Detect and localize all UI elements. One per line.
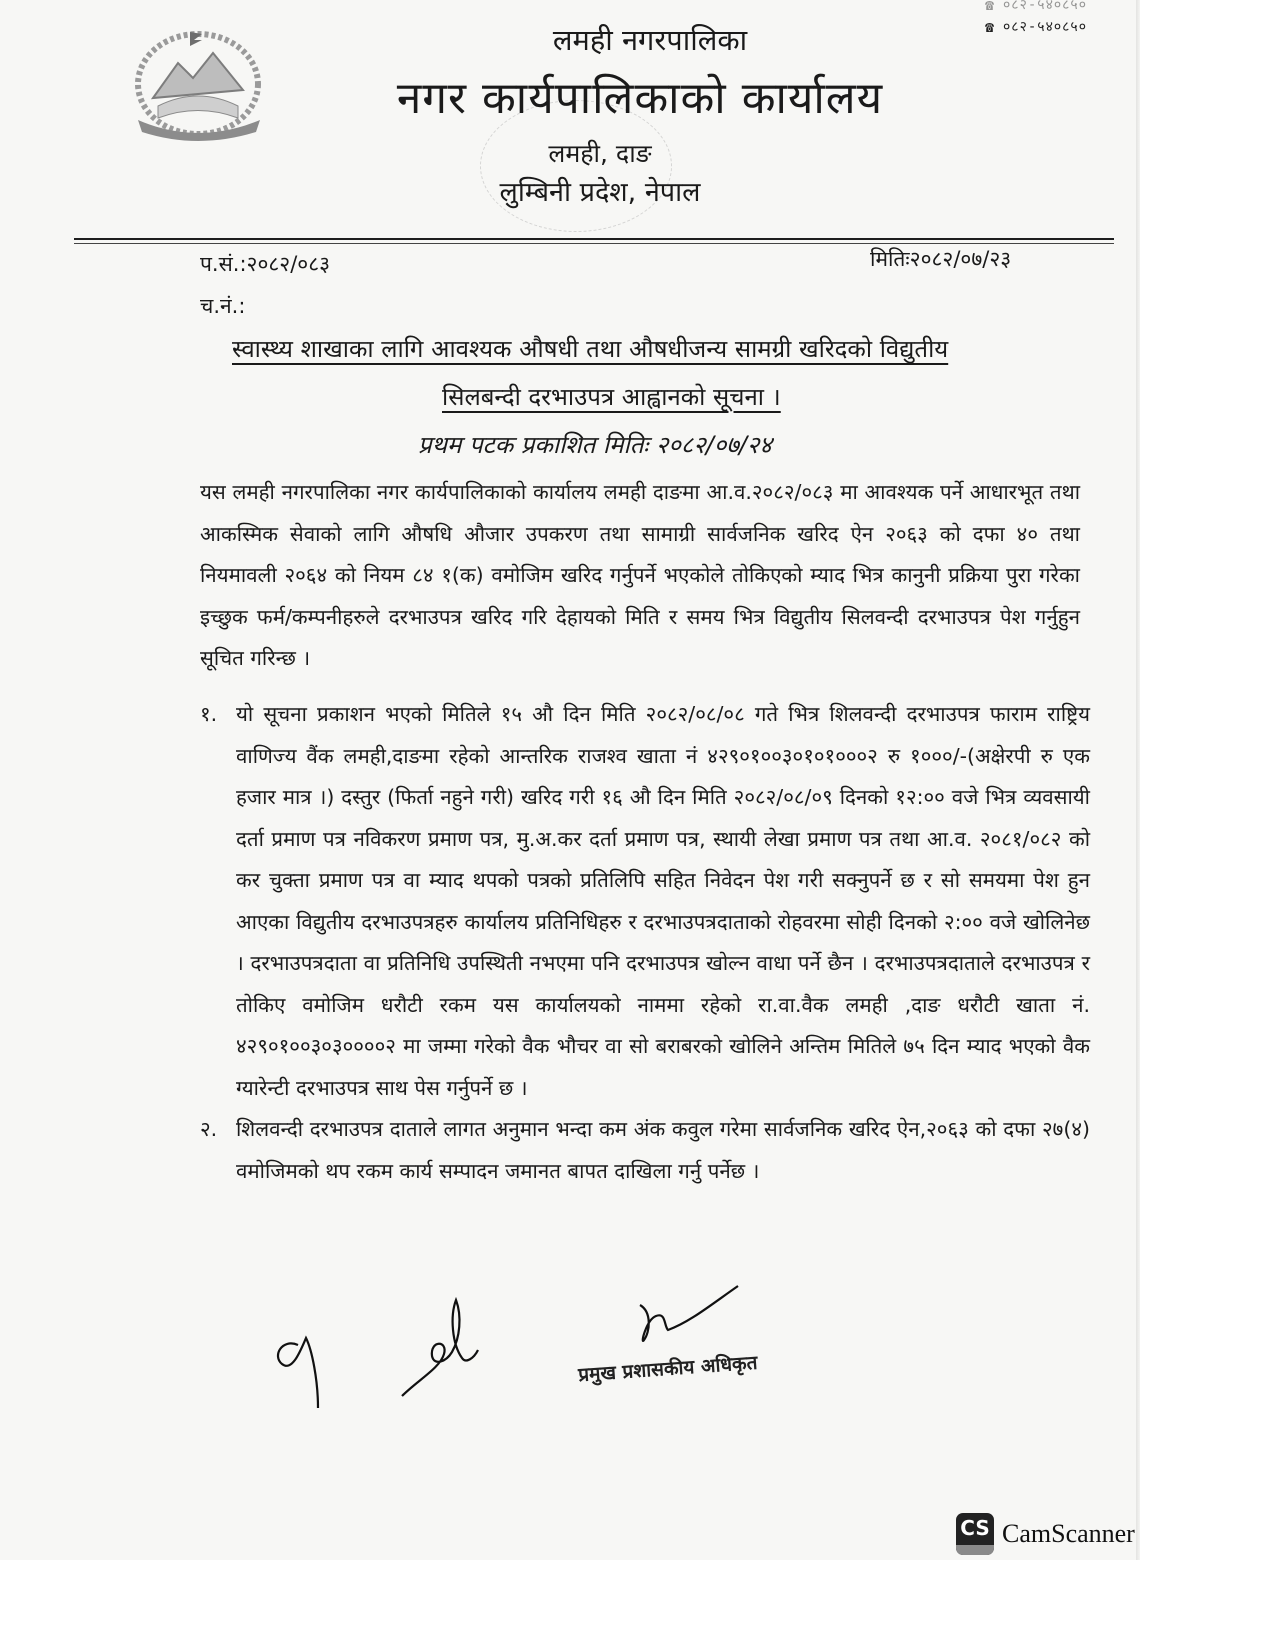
government-emblem-icon	[128, 28, 268, 143]
letter-date: मितिः२०८२/०७/२३	[870, 247, 1012, 271]
page-margin	[1140, 0, 1275, 1560]
phone-numbers	[985, 0, 1087, 38]
list-item	[200, 694, 1090, 1109]
municipality-name: लमही नगरपालिका	[552, 23, 748, 57]
signature-1	[278, 1338, 318, 1408]
dispatch-number: च.नं.:	[200, 294, 246, 318]
signature-3	[640, 1286, 738, 1341]
phone-icon: ☎	[985, 0, 996, 14]
phone-icon: ☎	[985, 18, 996, 36]
phone-line: ☎ ०८२-५४०८५०	[985, 18, 1087, 36]
item-number: २.	[200, 1117, 218, 1141]
intro-paragraph: यस लमही नगरपालिका नगर कार्यपालिकाको कार्यालय लमही दाङमा आ.व.२०८२/०८३ मा आवश्यक पर्ने आधारभूत तथा आकस्मिक सेवाको लागि औषधि औजार उपकरण तथा सामाग्री सार्वजनिक खरिद ऐन २०६३ को दफा ४० तथा नियमावली २०६४ को नियम ८४ १(क) वमोजिम खरिद गर्नुपर्ने भएकोले तोकिएको म्याद भित्र कानुनी प्रक्रिया पुरा गरेका इच्छुक फर्म/कम्पनीहरुले दरभाउपत्र खरिद गरि देहायको मिति र समय भित्र विद्युतीय सिलवन्दी दरभाउपत्र पेश गर्नुहुन सूचित गरिन्छ ।	[200, 480, 1080, 670]
scan-background	[0, 1560, 1275, 1650]
camscanner-name: CamScanner	[1002, 1519, 1135, 1548]
header-divider-thin	[74, 243, 1114, 244]
signatory-designation: प्रमुख प्रशासकीय अधिकृत	[577, 1351, 759, 1387]
signature-2	[402, 1300, 478, 1396]
office-province: लुम्बिनी प्रदेश, नेपाल	[499, 177, 701, 208]
first-published-date: प्रथम पटक प्रकाशित मितिः २०८२/०७/२४	[418, 431, 772, 459]
phone-line: ☎ ०८२-५४०८५०	[985, 0, 1087, 16]
notice-title-line2: सिलबन्दी दरभाउपत्र आह्वानको सूचना ।	[442, 383, 781, 411]
camscanner-logo-icon: CS	[956, 1513, 994, 1555]
notice-items	[200, 694, 1090, 1192]
list-item	[200, 1109, 1090, 1192]
notice-title-line1: स्वास्थ्य शाखाका लागि आवश्यक औषधी तथा औषधीजन्य सामग्री खरिदको विद्युतीय	[232, 335, 949, 363]
item-text: यो सूचना प्रकाशन भएको मितिले १५ औ दिन मिति २०८२/०८/०८ गते भित्र शिलवन्दी दरभाउपत्र फाराम राष्ट्रिय वाणिज्य वैंक लमही,दाङमा रहेको आन्तरिक राजश्व खाता नं ४२९०१००३०१०१०००२ रु १०००/-(अक्षेरपी रु एक हजार मात्र ।) दस्तुर (फिर्ता नहुने गरी) खरिद गरी १६ औ दिन मिति २०८२/०८/०९ दिनको १२:०० वजे भित्र व्यवसायी दर्ता प्रमाण पत्र नविकरण प्रमाण पत्र, मु.अ.कर दर्ता प्रमाण पत्र, स्थायी लेखा प्रमाण पत्र तथा आ.व. २०८१/०८२ को कर चुक्ता प्रमाण पत्र वा म्याद थपको पत्रको प्रतिलिपि सहित निवेदन पेश गरी सक्नुपर्ने छ र सो समयमा पेश हुन आएका विद्युतीय दरभाउपत्रहरु कार्यालय प्रतिनिधिहरु र दरभाउपत्रदाताको रोहवरमा सोही दिनको २:०० वजे खोलिनेछ । दरभाउपत्रदाता वा प्रतिनिधि उपस्थिती नभएमा पनि दरभाउपत्र खोल्न वाधा पर्ने छैन । दरभाउपत्रदाताले दरभाउपत्र र तोकिए वमोजिम धरौटी रकम यस कार्यालयको नाममा रहेको रा.वा.वैक लमही ,दाङ धरौटी खाता नं. ४२९०१००३०३००००२ मा जम्मा गरेको वैक भौचर वा सो बराबरको खोलिने अन्तिम मितिले ७५ दिन म्याद भएको वैक ग्यारेन्टी दरभाउपत्र साथ पेस गर्नुपर्ने छ ।	[236, 702, 1090, 1100]
camscanner-watermark	[956, 1513, 1135, 1555]
office-title: नगर कार्यपालिकाको कार्यालय	[396, 73, 884, 124]
office-location: लमही, दाङ	[548, 139, 652, 168]
item-text: शिलवन्दी दरभाउपत्र दाताले लागत अनुमान भन्दा कम अंक कवुल गरेमा सार्वजनिक खरिद ऐन,२०६३ को दफा २७(४) वमोजिमको थप रकम कार्य सम्पादन जमानत बापत दाखिला गर्नु पर्नेछ ।	[236, 1117, 1090, 1183]
header-divider	[74, 238, 1114, 240]
item-number: १.	[200, 702, 218, 726]
reference-number: प.सं.:२०८२/०८३	[200, 252, 331, 276]
